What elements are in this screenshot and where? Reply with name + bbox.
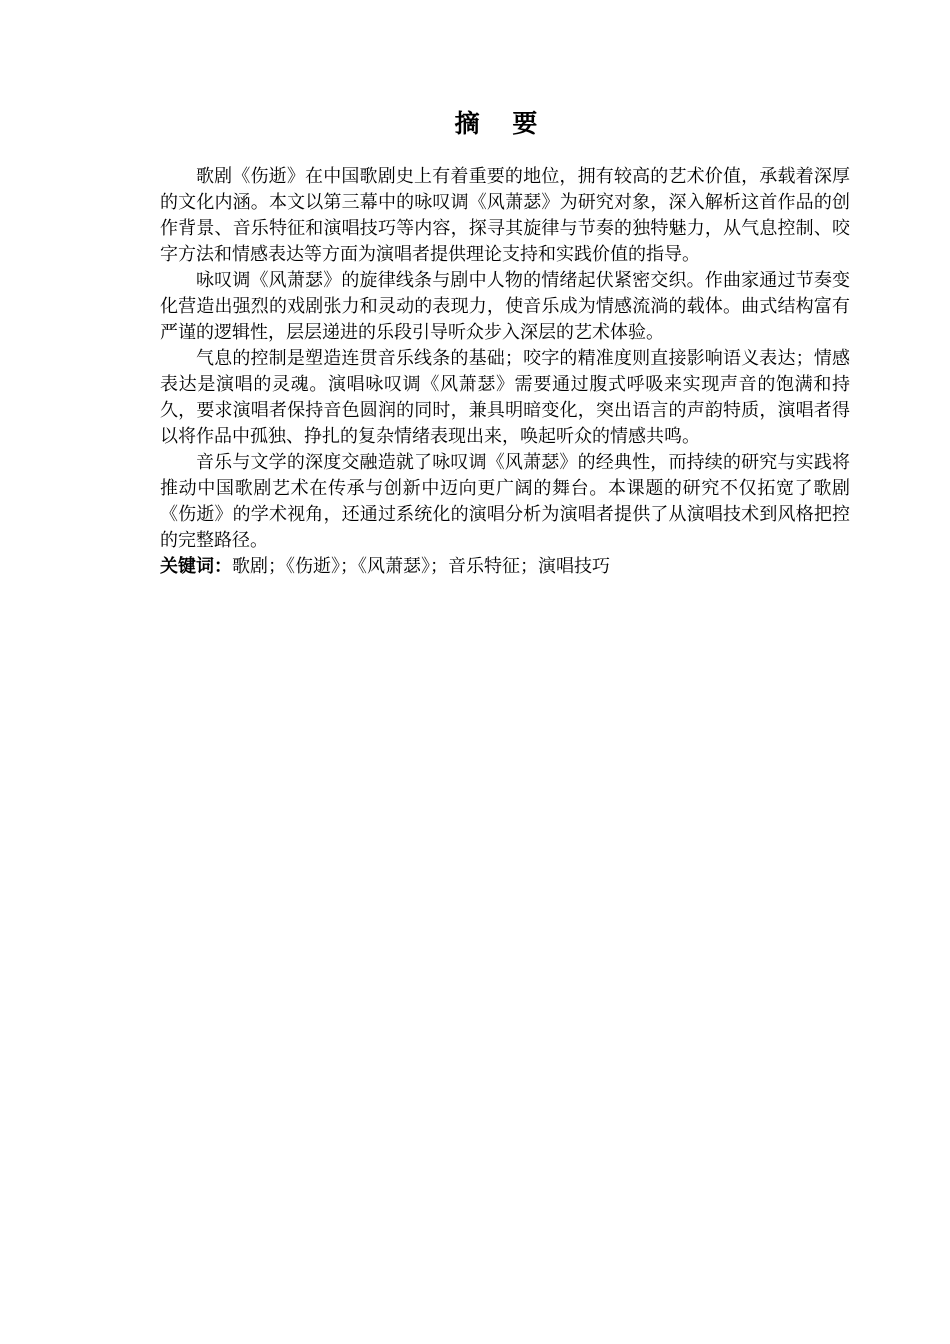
abstract-paragraph-3: 气息的控制是塑造连贯音乐线条的基础；咬字的精准度则直接影响语义表达；情感表达是演唱的灵魂。演唱咏叹调《风萧瑟》需要通过腹式呼吸来实现声音的饱满和持久，要求演唱者保持音色圆润的同时，兼具明暗变化，突出语言的声韵特质，演唱者得以将作品中孤独、挣扎的复杂情绪表现出来，唤起听众的情感共鸣。	[160, 348, 850, 447]
keywords-line	[160, 554, 850, 580]
abstract-paragraph-4: 音乐与文学的深度交融造就了咏叹调《风萧瑟》的经典性，而持续的研究与实践将推动中国歌剧艺术在传承与创新中迈向更广阔的舞台。本课题的研究不仅拓宽了歌剧《伤逝》的学术视角，还通过系统化的演唱分析为演唱者提供了从演唱技术到风格把控的完整路径。	[160, 452, 850, 551]
abstract-body	[160, 164, 850, 580]
keywords-label: 关键词：	[160, 556, 232, 577]
abstract-title: 摘 要	[454, 109, 550, 138]
keywords-text: 歌剧；《伤逝》；《风萧瑟》；音乐特征；演唱技巧	[232, 556, 610, 577]
abstract-paragraph-2: 咏叹调《风萧瑟》的旋律线条与剧中人物的情绪起伏紧密交织。作曲家通过节奏变化营造出强烈的戏剧张力和灵动的表现力，使音乐成为情感流淌的载体。曲式结构富有严谨的逻辑性，层层递进的乐段引导听众步入深层的艺术体验。	[160, 270, 850, 343]
abstract-paragraph-1: 歌剧《伤逝》在中国歌剧史上有着重要的地位，拥有较高的艺术价值，承载着深厚的文化内涵。本文以第三幕中的咏叹调《风萧瑟》为研究对象，深入解析这首作品的创作背景、音乐特征和演唱技巧等内容，探寻其旋律与节奏的独特魅力，从气息控制、咬字方法和情感表达等方面为演唱者提供理论支持和实践价值的指导。	[160, 166, 850, 265]
